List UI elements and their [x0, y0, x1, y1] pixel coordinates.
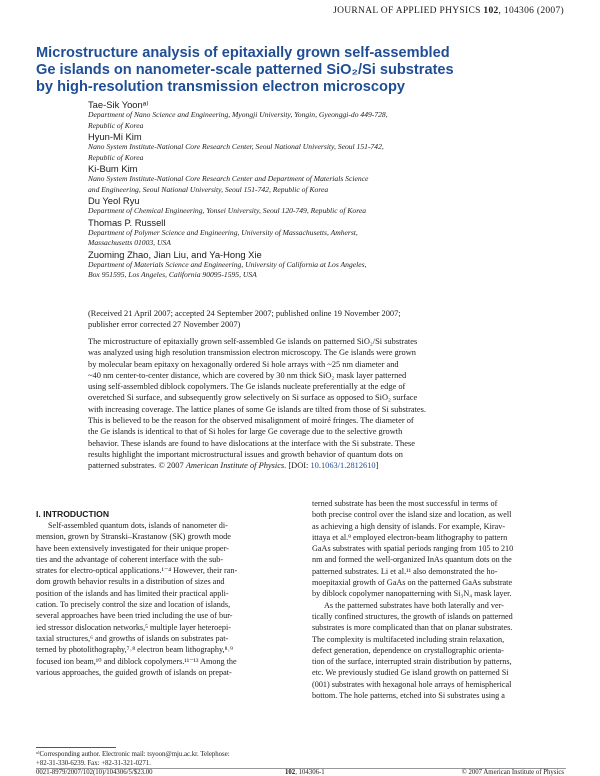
body-line: etc. We previously studied Ge island growth on patterned Si — [312, 668, 509, 678]
publisher-name: American Institute of Physics — [185, 461, 285, 471]
affiliation — [88, 228, 568, 249]
journal-volume: 102 — [483, 6, 499, 16]
doi-link[interactable]: 10.1063/1.2812610 — [310, 461, 376, 471]
body-line: The complexity is multifaceted including strain relaxation, — [312, 634, 505, 644]
abstract-line: behavior. These islands are found to have dislocations at the interface with the Si substrate. These — [88, 438, 415, 448]
doi-bracket: ] — [375, 461, 379, 471]
affiliation-line: Nano System Institute-National Core Research Center, Seoul National University, Seoul 151-742, — [88, 142, 384, 151]
body-line: have been extensively investigated for their unique proper- — [36, 543, 229, 553]
author-block — [88, 131, 568, 163]
body-line: dom growth behavior results in a distribution of sizes and — [36, 577, 225, 587]
author-name: Ki-Bum Kim — [88, 163, 138, 174]
affiliation-line: Nano System Institute-National Core Research Center and Department of Materials Science — [88, 174, 369, 183]
received-dates — [88, 308, 568, 330]
journal-header — [333, 6, 564, 16]
author-name: Thomas P. Russell — [88, 216, 166, 228]
abstract-copyright: patterned substrates. © 2007 — [88, 461, 186, 471]
body-line: nm and formed the well-organized InAs quantum dots on the — [312, 555, 512, 565]
affiliation — [88, 206, 568, 217]
body-line: strates for electro-optical applications.¹⁻⁴ However, their ran- — [36, 566, 238, 576]
abstract-line: was analyzed using high resolution transmission electron microscopy. The Ge islands were grown — [88, 348, 416, 358]
footer-copyright: © 2007 American Institute of Physics — [461, 769, 564, 776]
body-line: tion of the surface, interrupted strain distribution by patterns, — [312, 657, 512, 667]
abstract — [88, 336, 568, 472]
article-citation: , 104306 (2007) — [498, 6, 564, 16]
affiliation-line: Republic of Korea — [88, 152, 144, 162]
body-line: mension, grown by Stranski–Krastanow (SK) growth mode — [36, 532, 231, 542]
abstract-line: The microstructure of epitaxially grown self-assembled Ge islands on patterned SiO₂/Si substrates — [88, 337, 418, 346]
abstract-line: the Ge islands is identical to that of Si holes for large Ge coverage due to the selective growth — [88, 427, 403, 437]
affiliation — [88, 142, 568, 163]
received-line: publisher error corrected 27 November 2007) — [88, 320, 241, 329]
affiliation-line: and Engineering, Seoul National University, Seoul 151-742, Republic of Korea — [88, 184, 329, 194]
body-line: ties and the advantage of coherent interface with the sub- — [36, 554, 224, 564]
affiliation-line: Box 951595, Los Angeles, California 90095-1595, USA — [88, 270, 257, 279]
title-line: Ge islands on nanometer-scale patterned SiO₂/Si substrates — [36, 62, 454, 78]
body-line: patterned substrates. Li et al.¹¹ also demonstrated the ho- — [312, 566, 498, 576]
abstract-line: by molecular beam epitaxy on hexagonally ordered Si hole arrays with ~25 nm diameter and — [88, 359, 399, 369]
affiliation-line: Massachusetts 01003, USA — [88, 238, 171, 247]
author-block — [88, 249, 568, 281]
footnote-line: +82-31-330-6239. Fax: +82-31-321-0271. — [36, 759, 151, 767]
body-line: bottom. The hole patterns, etched into Si substrates using a — [312, 691, 505, 701]
left-column — [36, 520, 288, 678]
author-list — [88, 99, 568, 281]
body-line: defect generation, dependence on crystallographic orienta- — [312, 645, 504, 655]
body-line: Self-assembled quantum dots, islands of nanometer di- — [48, 521, 228, 530]
received-line: (Received 21 April 2007; accepted 24 September 2007; published online 19 November 2007; — [88, 309, 401, 318]
body-line: position of the islands and has limited their practical appli- — [36, 588, 229, 598]
body-line: cation. To precisely control the size and location of islands, — [36, 600, 231, 610]
affiliation-line: Department of Polymer Science and Engineering, University of Massachusetts, Amherst, — [88, 227, 358, 237]
author-block — [88, 195, 568, 217]
affiliation-line: Department of Chemical Engineering, Yonsei University, Seoul 120-749, Republic of Korea — [88, 206, 367, 215]
body-line: terned by photolithography,⁷˒⁸ electron beam lithography,⁸˒⁹ — [36, 645, 234, 655]
title-line: by high-resolution transmission electron microscopy — [36, 79, 405, 95]
body-line: various approaches, the guided growth of islands on prepat- — [36, 667, 232, 677]
affiliation — [88, 174, 568, 195]
body-line: moepitaxial growth of GaAs on the patterned GaAs substrate — [312, 578, 513, 588]
author-name: Zuoming Zhao, Jian Liu, and Ya-Hong Xie — [88, 248, 262, 260]
section-heading: I. INTRODUCTION — [36, 509, 110, 519]
body-line: several approaches have been tried including the use of bur- — [36, 611, 233, 621]
affiliation — [88, 260, 568, 281]
abstract-line: overetched Si surface, and subsequently grow selectively on Si surface as opposed to SiO₂ surface — [88, 393, 418, 403]
abstract-line: with increasing coverage. The lattice planes of some Ge islands are tilted from those of Si substrates. — [88, 404, 427, 414]
body-line: focused ion beam,¹⁰ and diblock copolymers.¹¹⁻¹³ Among the — [36, 656, 237, 666]
footnote-line: ᵃ⁾Corresponding author. Electronic mail: tsyoon@mju.ac.kr. Telephose: — [36, 751, 230, 758]
body-line: tically confined structures, the growth of islands on patterned — [312, 611, 513, 621]
author-block — [88, 163, 568, 195]
doi-label: . [DOI: — [284, 461, 311, 471]
footer-issn: 0021-8979/2007/102(10)/104306/5/$23.00 — [36, 769, 153, 776]
footer-volume: 102 — [285, 769, 296, 776]
body-line: ied stressor dislocation networks,⁵ multiple layer heteroepi- — [36, 622, 231, 632]
paper-title — [36, 45, 566, 96]
body-line: terned substrate has been the most successful in terms of — [312, 499, 498, 508]
affiliation-line: Republic of Korea — [88, 120, 144, 130]
footer-page: , 104306-1 — [295, 769, 325, 776]
abstract-line: results highlight the important microstructural issues and growth behavior of quantum dots on — [88, 449, 403, 459]
body-line: as achieving a high density of islands. For example, Kirav- — [312, 521, 506, 531]
footer-page-number — [285, 769, 325, 776]
author-name: Hyun-Mi Kim — [88, 131, 142, 142]
author-block — [88, 99, 568, 131]
body-line: both precise control over the island size and location, as well — [312, 510, 512, 520]
abstract-line: This is believed to be the reason for the observed misalignment of moiré fringes. The diameter of — [88, 416, 414, 426]
body-line: As the patterned substrates have both laterally and ver- — [324, 600, 504, 610]
footnote — [36, 751, 230, 768]
abstract-line: ~40 nm center-to-center distance, which are covered by 30 nm thick SiO₂ mask layer patterned — [88, 370, 407, 380]
affiliation — [88, 110, 568, 131]
body-line: substrates is more complicated than that on planar substrates. — [312, 623, 513, 633]
footnote-divider — [36, 747, 116, 748]
author-block — [88, 217, 568, 249]
body-line: GaAs substrates with spatial periods ranging from 105 to 210 — [312, 544, 514, 554]
author-name: Du Yeol Ryu — [88, 195, 140, 206]
affiliation-line: Department of Materials Science and Engineering, University of California at Los Angeles, — [88, 259, 367, 269]
affiliation-line: Department of Nano Science and Engineering, Myongji University, Yongin, Gyeonggi-do 449-728, — [88, 110, 388, 119]
right-column — [312, 498, 566, 701]
title-line: Microstructure analysis of epitaxially grown self-assembled — [36, 45, 450, 61]
abstract-line — [88, 460, 568, 471]
body-line: taxial structures,⁶ and growths of islands on substrates pat- — [36, 633, 229, 643]
journal-name: JOURNAL OF APPLIED PHYSICS — [333, 6, 481, 16]
body-line: (001) substrates with hexagonal hole arrays of hemispherical — [312, 679, 512, 689]
author-name: Tae-Sik Yoonᵃ⁾ — [88, 99, 149, 110]
abstract-line: using self-assembled diblock copolymers. The Ge islands nucleate preferentially at the edge of — [88, 382, 406, 392]
body-line: ittaya et al.⁹ employed electron-beam lithography to pattern — [312, 532, 508, 542]
body-line: by diblock copolymer nanopatterning with Si₃N₄ mask layer. — [312, 589, 512, 599]
